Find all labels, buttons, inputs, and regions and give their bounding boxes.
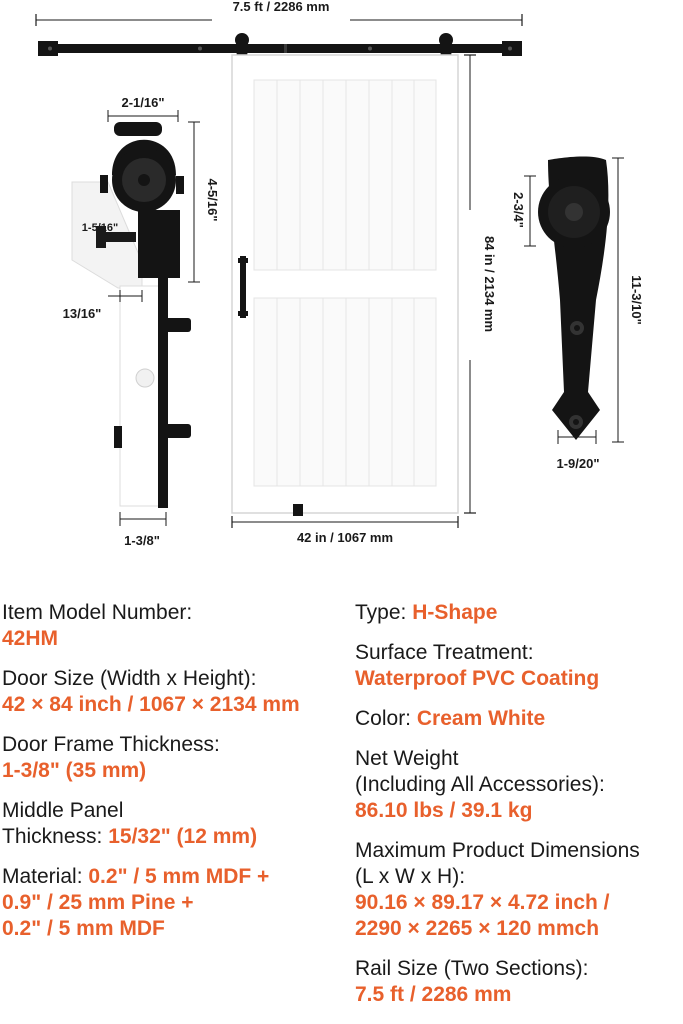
spec-label: Rail Size (Two Sections): — [355, 957, 589, 980]
spec-model — [2, 600, 347, 652]
hanger-width-label: 2-1/16" — [121, 95, 165, 110]
strap-top-dimension — [511, 176, 536, 246]
floor-guide — [293, 504, 303, 516]
spec-max-dimensions — [355, 838, 683, 942]
door-handle — [240, 256, 246, 318]
strap-top-label: 2-3/4" — [511, 192, 526, 228]
spec-value: 90.16 × 89.17 × 4.72 inch / — [355, 891, 610, 914]
spec-label: (L x W x H): — [355, 865, 466, 888]
hanger-height-label: 4-5/16" — [205, 178, 220, 222]
spec-value: 86.10 lbs / 39.1 kg — [355, 799, 533, 822]
spec-label: Material: — [2, 865, 83, 888]
door-width-dimension — [232, 516, 458, 545]
spec-value: 7.5 ft / 2286 mm — [355, 983, 512, 1006]
door-height-label: 84 in / 2134 mm — [482, 235, 497, 333]
spec-list — [0, 600, 683, 1024]
strap-length-label: 11-3/10" — [629, 275, 644, 325]
spec-column-right — [355, 600, 683, 1022]
spec-label: Door Frame Thickness: — [2, 733, 220, 756]
rail-length-label: 7.5 ft / 2286 mm — [232, 0, 330, 14]
spec-value: 0.2" / 5 mm MDF + — [88, 865, 270, 888]
spacer-depth-label: 13/16" — [62, 306, 102, 321]
spec-value: 0.2" / 5 mm MDF — [2, 917, 165, 940]
hanger-offset-label: 1-5/16" — [81, 222, 119, 234]
spec-type — [355, 600, 683, 626]
spec-panel-thickness — [2, 798, 347, 850]
spec-label: Item Model Number: — [2, 601, 193, 624]
door-height-dimension — [464, 55, 497, 513]
spec-value: 1-3/8" (35 mm) — [2, 759, 147, 782]
spec-column-left — [2, 600, 347, 956]
spec-label: Net Weight — [355, 747, 459, 770]
spec-frame-thickness — [2, 732, 347, 784]
spec-label: Type: — [355, 601, 407, 624]
strap-hanger — [538, 156, 610, 440]
barn-door — [232, 55, 458, 516]
spec-rail-size — [355, 956, 683, 1008]
spec-value: 42 × 84 inch / 1067 × 2134 mm — [2, 693, 300, 716]
spec-label: Surface Treatment: — [355, 641, 534, 664]
spec-label: Maximum Product Dimensions — [355, 839, 640, 862]
rail-length-dimension — [36, 0, 522, 26]
strap-length-dimension — [612, 158, 644, 442]
spec-door-size — [2, 666, 347, 718]
spec-value: 42HM — [2, 627, 59, 650]
spec-label: Color: — [355, 707, 412, 730]
spec-color — [355, 706, 683, 732]
door-thickness-dimension — [120, 512, 166, 548]
spec-value: 15/32" (12 mm) — [108, 825, 258, 848]
spec-value: 0.9" / 25 mm Pine + — [2, 891, 194, 914]
spec-value: Waterproof PVC Coating — [355, 667, 600, 690]
door-thickness-label: 1-3/8" — [124, 533, 160, 548]
spec-surface — [355, 640, 683, 692]
spec-value: H-Shape — [412, 601, 498, 624]
spec-value: Cream White — [416, 707, 546, 730]
spec-material — [2, 864, 347, 942]
door-width-label: 42 in / 1067 mm — [296, 530, 394, 545]
spec-label: Middle Panel — [2, 799, 124, 822]
spec-label: Thickness: — [2, 825, 103, 848]
spec-label: (Including All Accessories): — [355, 773, 605, 796]
strap-width-label: 1-9/20" — [556, 456, 600, 471]
hanger-height-dimension — [188, 122, 220, 282]
spec-net-weight — [355, 746, 683, 824]
spec-label: Door Size (Width x Height): — [2, 667, 257, 690]
hanger-width-dimension — [108, 95, 178, 122]
spec-value: 2290 × 2265 × 120 mmch — [355, 917, 600, 940]
